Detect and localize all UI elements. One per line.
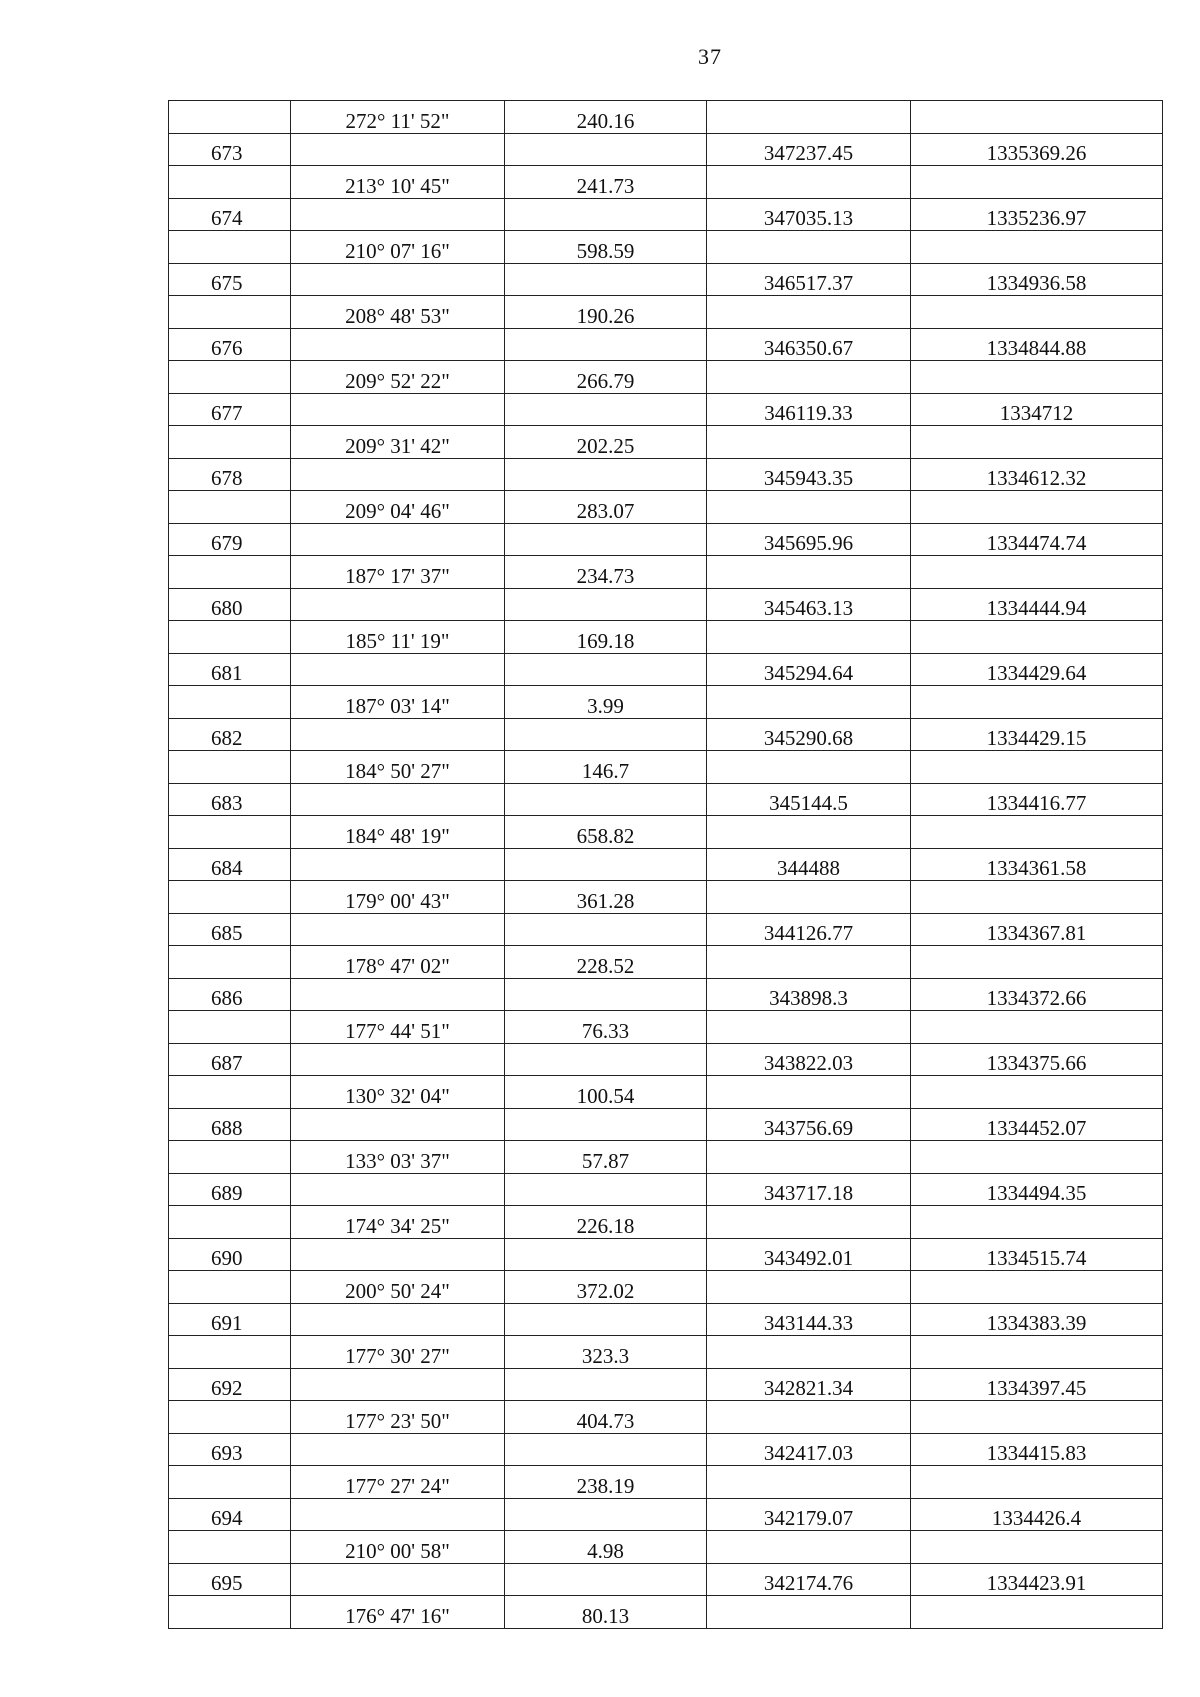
distance-cell [505, 133, 707, 166]
distance-cell [505, 588, 707, 621]
bearing-cell: 208° 48' 53" [291, 296, 505, 329]
y-coordinate-cell: 1334444.94 [911, 588, 1163, 621]
y-coordinate-cell: 1334936.58 [911, 263, 1163, 296]
distance-cell [505, 393, 707, 426]
distance-cell [505, 1043, 707, 1076]
y-coordinate-cell: 1334397.45 [911, 1368, 1163, 1401]
x-coordinate-cell: 345463.13 [707, 588, 911, 621]
x-coordinate-cell [707, 686, 911, 719]
distance-cell: 372.02 [505, 1271, 707, 1304]
distance-cell [505, 783, 707, 816]
point-number-cell: 674 [169, 198, 291, 231]
page-number: 37 [698, 44, 722, 69]
y-coordinate-cell: 1335236.97 [911, 198, 1163, 231]
point-row [169, 133, 1163, 166]
y-coordinate-cell [911, 166, 1163, 199]
point-number-cell [169, 231, 291, 264]
point-number-cell: 689 [169, 1173, 291, 1206]
point-row [169, 653, 1163, 686]
bearing-cell [291, 1238, 505, 1271]
segment-row [169, 621, 1163, 654]
x-coordinate-cell [707, 1531, 911, 1564]
point-number-cell: 677 [169, 393, 291, 426]
point-number-cell [169, 881, 291, 914]
segment-row [169, 296, 1163, 329]
x-coordinate-cell: 343756.69 [707, 1108, 911, 1141]
bearing-cell [291, 913, 505, 946]
y-coordinate-cell [911, 1596, 1163, 1629]
point-number-cell [169, 1531, 291, 1564]
point-number-cell [169, 1011, 291, 1044]
point-number-cell [169, 621, 291, 654]
x-coordinate-cell [707, 1271, 911, 1304]
bearing-cell: 174° 34' 25" [291, 1206, 505, 1239]
point-number-cell: 680 [169, 588, 291, 621]
point-row [169, 1043, 1163, 1076]
point-row [169, 848, 1163, 881]
point-row [169, 1108, 1163, 1141]
segment-row [169, 1336, 1163, 1369]
distance-cell [505, 1563, 707, 1596]
y-coordinate-cell: 1334423.91 [911, 1563, 1163, 1596]
x-coordinate-cell [707, 361, 911, 394]
y-coordinate-cell: 1334383.39 [911, 1303, 1163, 1336]
x-coordinate-cell: 344488 [707, 848, 911, 881]
point-number-cell: 691 [169, 1303, 291, 1336]
segment-row [169, 1401, 1163, 1434]
bearing-cell [291, 393, 505, 426]
x-coordinate-cell: 342174.76 [707, 1563, 911, 1596]
point-row [169, 718, 1163, 751]
segment-row [169, 1011, 1163, 1044]
bearing-cell [291, 588, 505, 621]
y-coordinate-cell [911, 686, 1163, 719]
bearing-cell: 130° 32' 04" [291, 1076, 505, 1109]
x-coordinate-cell [707, 946, 911, 979]
point-number-cell: 692 [169, 1368, 291, 1401]
distance-cell: 241.73 [505, 166, 707, 199]
bearing-cell: 179° 00' 43" [291, 881, 505, 914]
bearing-cell [291, 978, 505, 1011]
x-coordinate-cell [707, 166, 911, 199]
point-number-cell: 685 [169, 913, 291, 946]
bearing-cell [291, 1368, 505, 1401]
y-coordinate-cell [911, 751, 1163, 784]
bearing-cell [291, 1433, 505, 1466]
point-number-cell: 694 [169, 1498, 291, 1531]
distance-cell: 404.73 [505, 1401, 707, 1434]
x-coordinate-cell [707, 881, 911, 914]
y-coordinate-cell [911, 296, 1163, 329]
x-coordinate-cell [707, 296, 911, 329]
point-row [169, 263, 1163, 296]
x-coordinate-cell: 345695.96 [707, 523, 911, 556]
distance-cell: 146.7 [505, 751, 707, 784]
point-row [169, 1173, 1163, 1206]
point-row [169, 198, 1163, 231]
point-number-cell: 684 [169, 848, 291, 881]
y-coordinate-cell [911, 1011, 1163, 1044]
point-number-cell: 690 [169, 1238, 291, 1271]
bearing-cell [291, 458, 505, 491]
point-number-cell [169, 946, 291, 979]
x-coordinate-cell [707, 1141, 911, 1174]
point-number-cell [169, 816, 291, 849]
distance-cell: 169.18 [505, 621, 707, 654]
point-number-cell [169, 1206, 291, 1239]
distance-cell: 658.82 [505, 816, 707, 849]
segment-row [169, 1206, 1163, 1239]
point-number-cell [169, 1596, 291, 1629]
y-coordinate-cell: 1335369.26 [911, 133, 1163, 166]
x-coordinate-cell: 346119.33 [707, 393, 911, 426]
x-coordinate-cell: 347035.13 [707, 198, 911, 231]
point-number-cell: 688 [169, 1108, 291, 1141]
bearing-cell [291, 1108, 505, 1141]
distance-cell [505, 1108, 707, 1141]
y-coordinate-cell [911, 231, 1163, 264]
y-coordinate-cell: 1334375.66 [911, 1043, 1163, 1076]
distance-cell: 4.98 [505, 1531, 707, 1564]
y-coordinate-cell [911, 361, 1163, 394]
distance-cell: 100.54 [505, 1076, 707, 1109]
x-coordinate-cell [707, 816, 911, 849]
y-coordinate-cell: 1334515.74 [911, 1238, 1163, 1271]
segment-row [169, 101, 1163, 134]
y-coordinate-cell [911, 946, 1163, 979]
point-number-cell: 676 [169, 328, 291, 361]
distance-cell [505, 1498, 707, 1531]
bearing-cell: 209° 04' 46" [291, 491, 505, 524]
distance-cell [505, 328, 707, 361]
distance-cell: 598.59 [505, 231, 707, 264]
bearing-cell [291, 133, 505, 166]
segment-row [169, 946, 1163, 979]
x-coordinate-cell [707, 751, 911, 784]
point-number-cell [169, 1271, 291, 1304]
x-coordinate-cell [707, 1401, 911, 1434]
segment-row [169, 751, 1163, 784]
bearing-cell: 272° 11' 52" [291, 101, 505, 134]
distance-cell [505, 263, 707, 296]
point-row [169, 783, 1163, 816]
segment-row [169, 816, 1163, 849]
bearing-cell: 177° 30' 27" [291, 1336, 505, 1369]
bearing-cell [291, 263, 505, 296]
x-coordinate-cell [707, 1076, 911, 1109]
bearing-cell: 187° 03' 14" [291, 686, 505, 719]
distance-cell: 202.25 [505, 426, 707, 459]
bearing-cell [291, 1303, 505, 1336]
segment-row [169, 1076, 1163, 1109]
segment-row [169, 426, 1163, 459]
bearing-cell [291, 1563, 505, 1596]
y-coordinate-cell [911, 1076, 1163, 1109]
point-row [169, 978, 1163, 1011]
segment-row [169, 881, 1163, 914]
x-coordinate-cell: 345290.68 [707, 718, 911, 751]
segment-row [169, 1141, 1163, 1174]
distance-cell: 361.28 [505, 881, 707, 914]
bearing-cell: 177° 44' 51" [291, 1011, 505, 1044]
x-coordinate-cell: 346350.67 [707, 328, 911, 361]
y-coordinate-cell [911, 1206, 1163, 1239]
segment-row [169, 1466, 1163, 1499]
x-coordinate-cell [707, 1206, 911, 1239]
point-number-cell [169, 1466, 291, 1499]
bearing-cell [291, 653, 505, 686]
bearing-cell: 184° 48' 19" [291, 816, 505, 849]
segment-row [169, 1531, 1163, 1564]
y-coordinate-cell [911, 816, 1163, 849]
distance-cell: 266.79 [505, 361, 707, 394]
point-number-cell [169, 1076, 291, 1109]
y-coordinate-cell: 1334367.81 [911, 913, 1163, 946]
bearing-cell: 178° 47' 02" [291, 946, 505, 979]
point-number-cell [169, 361, 291, 394]
y-coordinate-cell [911, 101, 1163, 134]
y-coordinate-cell: 1334452.07 [911, 1108, 1163, 1141]
point-row [169, 1563, 1163, 1596]
y-coordinate-cell [911, 1531, 1163, 1564]
point-number-cell [169, 296, 291, 329]
distance-cell [505, 653, 707, 686]
distance-cell: 283.07 [505, 491, 707, 524]
point-number-cell [169, 101, 291, 134]
x-coordinate-cell: 345943.35 [707, 458, 911, 491]
bearing-cell [291, 328, 505, 361]
segment-row [169, 231, 1163, 264]
point-number-cell: 695 [169, 1563, 291, 1596]
point-row [169, 1303, 1163, 1336]
bearing-cell: 176° 47' 16" [291, 1596, 505, 1629]
bearing-cell: 200° 50' 24" [291, 1271, 505, 1304]
distance-cell [505, 458, 707, 491]
segment-row [169, 491, 1163, 524]
point-number-cell: 687 [169, 1043, 291, 1076]
y-coordinate-cell [911, 1336, 1163, 1369]
x-coordinate-cell: 342417.03 [707, 1433, 911, 1466]
distance-cell: 234.73 [505, 556, 707, 589]
segment-row [169, 556, 1163, 589]
x-coordinate-cell [707, 1336, 911, 1369]
bearing-cell: 210° 07' 16" [291, 231, 505, 264]
point-row [169, 1433, 1163, 1466]
point-number-cell [169, 166, 291, 199]
point-row [169, 588, 1163, 621]
point-number-cell: 683 [169, 783, 291, 816]
bearing-cell: 209° 31' 42" [291, 426, 505, 459]
point-number-cell: 675 [169, 263, 291, 296]
point-number-cell: 693 [169, 1433, 291, 1466]
point-number-cell [169, 1336, 291, 1369]
x-coordinate-cell: 343144.33 [707, 1303, 911, 1336]
distance-cell [505, 978, 707, 1011]
distance-cell: 76.33 [505, 1011, 707, 1044]
y-coordinate-cell: 1334712 [911, 393, 1163, 426]
point-row [169, 1498, 1163, 1531]
point-number-cell: 681 [169, 653, 291, 686]
x-coordinate-cell [707, 621, 911, 654]
bearing-cell: 187° 17' 37" [291, 556, 505, 589]
distance-cell: 240.16 [505, 101, 707, 134]
point-number-cell [169, 686, 291, 719]
y-coordinate-cell: 1334844.88 [911, 328, 1163, 361]
distance-cell: 228.52 [505, 946, 707, 979]
distance-cell [505, 1433, 707, 1466]
x-coordinate-cell: 345294.64 [707, 653, 911, 686]
bearing-cell: 177° 27' 24" [291, 1466, 505, 1499]
y-coordinate-cell [911, 556, 1163, 589]
x-coordinate-cell: 343822.03 [707, 1043, 911, 1076]
bearing-cell [291, 1498, 505, 1531]
segment-row [169, 166, 1163, 199]
distance-cell [505, 523, 707, 556]
distance-cell [505, 198, 707, 231]
segment-row [169, 1596, 1163, 1629]
bearing-cell [291, 523, 505, 556]
bearing-cell [291, 718, 505, 751]
segment-row [169, 1271, 1163, 1304]
x-coordinate-cell: 346517.37 [707, 263, 911, 296]
point-number-cell [169, 1141, 291, 1174]
bearing-cell: 185° 11' 19" [291, 621, 505, 654]
bearing-cell [291, 1173, 505, 1206]
x-coordinate-cell [707, 1466, 911, 1499]
x-coordinate-cell: 345144.5 [707, 783, 911, 816]
x-coordinate-cell: 343898.3 [707, 978, 911, 1011]
y-coordinate-cell: 1334415.83 [911, 1433, 1163, 1466]
y-coordinate-cell [911, 1271, 1163, 1304]
point-row [169, 458, 1163, 491]
x-coordinate-cell [707, 1011, 911, 1044]
distance-cell: 3.99 [505, 686, 707, 719]
coordinates-table [168, 100, 1163, 1629]
point-number-cell: 678 [169, 458, 291, 491]
point-number-cell: 679 [169, 523, 291, 556]
point-row [169, 913, 1163, 946]
distance-cell: 238.19 [505, 1466, 707, 1499]
point-number-cell: 673 [169, 133, 291, 166]
distance-cell [505, 718, 707, 751]
y-coordinate-cell: 1334416.77 [911, 783, 1163, 816]
y-coordinate-cell: 1334426.4 [911, 1498, 1163, 1531]
y-coordinate-cell: 1334429.64 [911, 653, 1163, 686]
y-coordinate-cell: 1334429.15 [911, 718, 1163, 751]
point-number-cell [169, 491, 291, 524]
segment-row [169, 686, 1163, 719]
x-coordinate-cell [707, 426, 911, 459]
bearing-cell [291, 783, 505, 816]
distance-cell: 190.26 [505, 296, 707, 329]
point-row [169, 1368, 1163, 1401]
distance-cell: 323.3 [505, 1336, 707, 1369]
y-coordinate-cell [911, 426, 1163, 459]
x-coordinate-cell: 343492.01 [707, 1238, 911, 1271]
y-coordinate-cell [911, 1466, 1163, 1499]
distance-cell [505, 1173, 707, 1206]
x-coordinate-cell [707, 101, 911, 134]
x-coordinate-cell: 344126.77 [707, 913, 911, 946]
x-coordinate-cell [707, 1596, 911, 1629]
point-row [169, 328, 1163, 361]
distance-cell [505, 1303, 707, 1336]
y-coordinate-cell: 1334612.32 [911, 458, 1163, 491]
distance-cell [505, 1368, 707, 1401]
point-row [169, 523, 1163, 556]
y-coordinate-cell [911, 1401, 1163, 1434]
bearing-cell: 209° 52' 22" [291, 361, 505, 394]
y-coordinate-cell [911, 491, 1163, 524]
bearing-cell: 133° 03' 37" [291, 1141, 505, 1174]
distance-cell: 57.87 [505, 1141, 707, 1174]
point-number-cell [169, 1401, 291, 1434]
point-row [169, 393, 1163, 426]
x-coordinate-cell [707, 231, 911, 264]
point-row [169, 1238, 1163, 1271]
distance-cell: 226.18 [505, 1206, 707, 1239]
point-number-cell: 686 [169, 978, 291, 1011]
bearing-cell [291, 1043, 505, 1076]
x-coordinate-cell: 342821.34 [707, 1368, 911, 1401]
point-number-cell [169, 426, 291, 459]
x-coordinate-cell: 347237.45 [707, 133, 911, 166]
point-number-cell [169, 751, 291, 784]
distance-cell [505, 913, 707, 946]
y-coordinate-cell [911, 881, 1163, 914]
y-coordinate-cell: 1334361.58 [911, 848, 1163, 881]
bearing-cell: 177° 23' 50" [291, 1401, 505, 1434]
table-body [169, 101, 1163, 1629]
bearing-cell [291, 198, 505, 231]
segment-row [169, 361, 1163, 394]
x-coordinate-cell: 342179.07 [707, 1498, 911, 1531]
x-coordinate-cell [707, 491, 911, 524]
point-number-cell [169, 556, 291, 589]
bearing-cell: 210° 00' 58" [291, 1531, 505, 1564]
point-number-cell: 682 [169, 718, 291, 751]
distance-cell [505, 1238, 707, 1271]
y-coordinate-cell: 1334494.35 [911, 1173, 1163, 1206]
bearing-cell: 184° 50' 27" [291, 751, 505, 784]
bearing-cell: 213° 10' 45" [291, 166, 505, 199]
x-coordinate-cell: 343717.18 [707, 1173, 911, 1206]
bearing-cell [291, 848, 505, 881]
x-coordinate-cell [707, 556, 911, 589]
y-coordinate-cell: 1334372.66 [911, 978, 1163, 1011]
distance-cell: 80.13 [505, 1596, 707, 1629]
y-coordinate-cell [911, 1141, 1163, 1174]
y-coordinate-cell [911, 621, 1163, 654]
distance-cell [505, 848, 707, 881]
y-coordinate-cell: 1334474.74 [911, 523, 1163, 556]
